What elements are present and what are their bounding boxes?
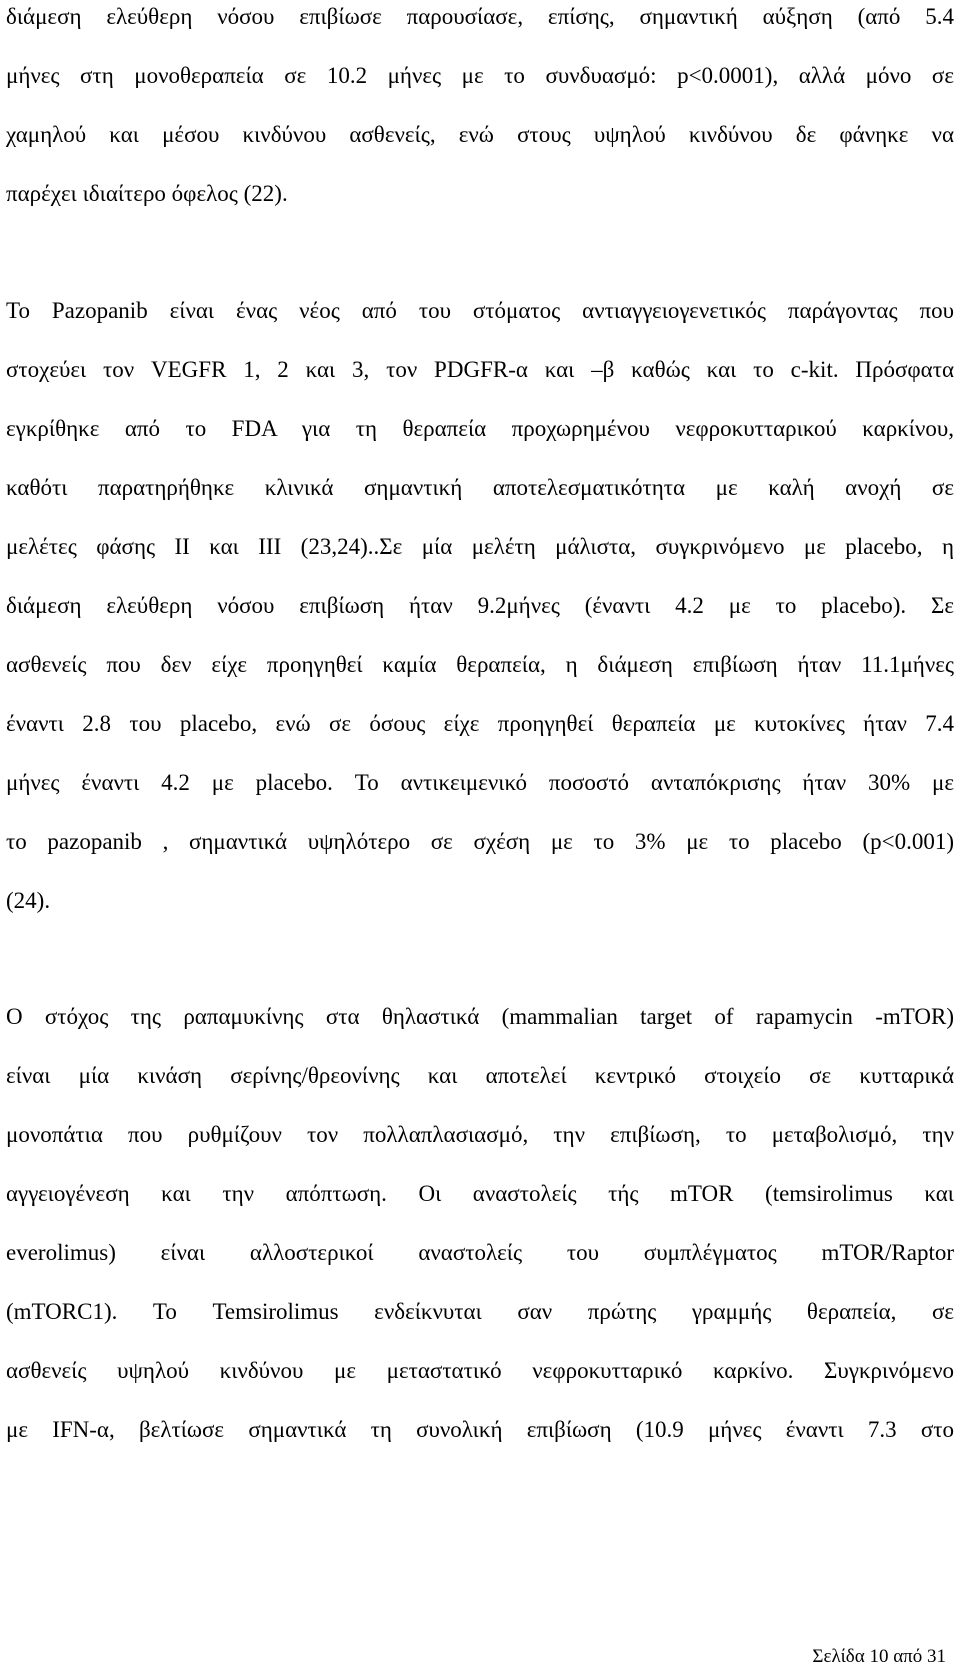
text-line: Το Pazopanib είναι ένας νέος από του στόματος αντιαγγειογενετικός παράγοντας που: [6, 298, 954, 323]
text-line: εγκρίθηκε από το FDA για τη θεραπεία προχωρημένου νεφροκυτταρικού καρκίνου,: [6, 416, 954, 441]
text-line: καθότι παρατηρήθηκε κλινικά σημαντική αποτελεσματικότητα με καλή ανοχή σε: [6, 475, 954, 500]
text-line: στοχεύει τον VEGFR 1, 2 και 3, τον PDGFR-α και –β καθώς και το c-kit. Πρόσφατα: [6, 357, 954, 382]
text-line: το pazopanib , σημαντικά υψηλότερο σε σχέση με το 3% με το placebo (p<0.001): [6, 829, 954, 854]
text-line: ασθενείς που δεν είχε προηγηθεί καμία θεραπεία, η διάμεση επιβίωση ήταν 11.1μήνες: [6, 652, 954, 677]
text-line: είναι μία κινάση σερίνης/θρεονίνης και αποτελεί κεντρικό στοιχείο σε κυτταρικά: [6, 1063, 954, 1088]
page-number: Σελίδα 10 από 31: [812, 1646, 946, 1667]
text-line: αγγειογένεση και την απόπτωση. Οι αναστολείς τής mTOR (temsirolimus και: [6, 1181, 954, 1206]
text-line: μονοπάτια που ρυθμίζουν τον πολλαπλασιασμό, την επιβίωση, το μεταβολισμό, την: [6, 1122, 954, 1147]
text-line: χαμηλού και μέσου κινδύνου ασθενείς, ενώ στους υψηλού κινδύνου δε φάνηκε να: [6, 122, 954, 147]
text-line: everolimus) είναι αλλοστερικοί αναστολείς του συμπλέγματος mTOR/Raptor: [6, 1240, 954, 1265]
text-line: μελέτες φάσης II και III (23,24)..Σε μία μελέτη μάλιστα, συγκρινόμενο με placebo, η: [6, 534, 954, 559]
text-line: έναντι 2.8 του placebo, ενώ σε όσους είχε προηγηθεί θεραπεία με κυτοκίνες ήταν 7.4: [6, 711, 954, 736]
text-line: (mTORC1). Το Temsirolimus ενδείκνυται σαν πρώτης γραμμής θεραπεία, σε: [6, 1299, 954, 1324]
text-line: Ο στόχος της ραπαμυκίνης στα θηλαστικά (mammalian target of rapamycin -mTOR): [6, 1004, 954, 1029]
text-line: μήνες έναντι 4.2 με placebo. Το αντικειμενικό ποσοστό ανταπόκρισης ήταν 30% με: [6, 770, 954, 795]
text-line: παρέχει ιδιαίτερο όφελος (22).: [6, 181, 288, 206]
text-line: διάμεση ελεύθερη νόσου επιβίωσε παρουσίασε, επίσης, σημαντική αύξηση (από 5.4: [6, 4, 954, 29]
text-line: μήνες στη μονοθεραπεία σε 10.2 μήνες με το συνδυασμό: p<0.0001), αλλά μόνο σε: [6, 63, 954, 88]
text-line: με IFN-α, βελτίωσε σημαντικά τη συνολική επιβίωση (10.9 μήνες έναντι 7.3 στο: [6, 1417, 954, 1442]
text-line: (24).: [6, 888, 51, 913]
text-line: ασθενείς υψηλού κινδύνου με μεταστατικό νεφροκυτταρικό καρκίνο. Συγκρινόμενο: [6, 1358, 954, 1383]
text-line: διάμεση ελεύθερη νόσου επιβίωση ήταν 9.2μήνες (έναντι 4.2 με το placebo). Σε: [6, 593, 954, 618]
